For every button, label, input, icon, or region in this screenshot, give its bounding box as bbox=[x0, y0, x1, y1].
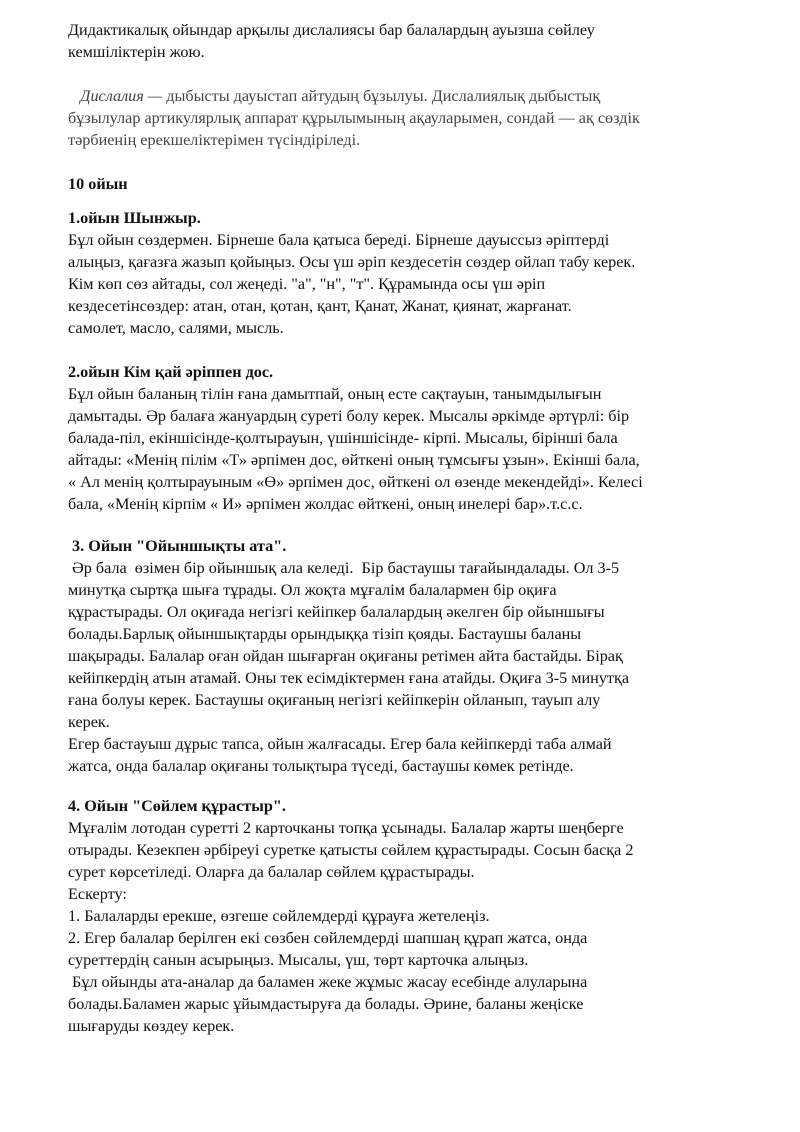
game-3-line: Егер бастауыш дұрыс тапса, ойын жалғасады. Егер бала кейіпкерді таба алмай bbox=[68, 735, 612, 753]
game-3-line: кейіпкердің атын атамай. Оны тек есімдіктермен ғана атайды. Оқиға 3-5 минутқа bbox=[68, 669, 630, 687]
game-2-line: « Ал менің қолтырауыным «Ө» әрпімен дос, өйткені ол өзенде мекендейді». Келесі bbox=[68, 473, 643, 491]
game-4-line: шығаруды көздеу керек. bbox=[68, 1017, 235, 1035]
game-2-heading: 2.ойын Кім қай әріппен дос. bbox=[68, 363, 274, 381]
game-2-line: Бұл ойын баланың тілін ғана дамытпай, оның есте сақтауын, танымдылығын bbox=[68, 385, 602, 403]
title-line-2: кемшіліктерін жою. bbox=[68, 43, 205, 61]
game-4-line: суреттердің санын асырыңыз. Мысалы, үш, төрт карточка алыңыз. bbox=[68, 951, 529, 969]
definition-line-3: тәрбиенің ерекшеліктерімен түсіндіріледі. bbox=[68, 131, 361, 149]
definition-line-1 bbox=[68, 85, 768, 107]
game-4-heading: 4. Ойын "Сөйлем құрастыр". bbox=[68, 797, 286, 815]
game-2-line: балада-піл, екіншісінде-қолтырауын, үшіншісінде- кірпі. Мысалы, бірінші бала bbox=[68, 429, 618, 447]
game-section-4 bbox=[68, 795, 768, 1037]
game-2-line: дамытады. Әр балаға жануардың суреті болу керек. Мысалы әркімде әртүрлі: бір bbox=[68, 407, 630, 425]
game-4-line: Мұғалім лотодан суретті 2 карточканы топқа ұсынады. Балалар жарты шеңберге bbox=[68, 819, 624, 837]
definition-line-2: бұзылулар артикулярлық аппарат құрылымының ақауларымен, сондай — ақ сөздік bbox=[68, 109, 640, 127]
game-3-line: керек. bbox=[68, 713, 110, 731]
game-1-line: Кім көп сөз айтады, сол жеңеді. "а", "н", "т". Құрамында осы үш әріп bbox=[68, 275, 546, 293]
game-3-line: минутқа сыртқа шыға тұрады. Ол жоқта мұғалім балалармен бір оқиға bbox=[68, 581, 557, 599]
game-4-note-label: Ескерту: bbox=[68, 885, 127, 903]
game-3-line: құрастырады. Ол оқиғада негізгі кейіпкер балалардың әкелген бір ойыншығы bbox=[68, 603, 605, 621]
game-4-line: сурет көрсетіледі. Оларға да балалар сөйлем құрастырады. bbox=[68, 863, 475, 881]
game-2-line: бала, «Менің кірпім « И» әрпімен жолдас өйткені, оның инелері бар».т.с.с. bbox=[68, 495, 583, 513]
game-4-line: Бұл ойынды ата-аналар да баламен жеке жұмыс жасау есебінде алуларына bbox=[68, 973, 588, 991]
game-3-line: жатса, онда балалар оқиғаны толықтыра түседі, бастаушы көмек ретінде. bbox=[68, 757, 574, 775]
games-count-heading: 10 ойын bbox=[68, 175, 128, 193]
game-4-note-item: 2. Егер балалар берілген екі сөзбен сөйлемдерді шапшаң құрап жатса, онда bbox=[68, 929, 588, 947]
game-section-3 bbox=[68, 535, 768, 777]
game-section-2 bbox=[68, 361, 768, 515]
definition-line-1-text: дыбысты дауыстап айтудың бұзылуы. Дислалиялық дыбыстық bbox=[166, 87, 601, 105]
game-3-line: ғана болуы керек. Бастаушы оқиғаның негізгі кейіпкерін ойланып, тауып алу bbox=[68, 691, 601, 709]
game-2-line: айтады: «Менің пілім «Т» әрпімен дос, өйткені оның тұмсығы ұзын». Екінші бала, bbox=[68, 451, 640, 469]
definition-paragraph bbox=[68, 85, 768, 151]
game-3-line: шақырады. Балалар оған ойдан шығарған оқиғаны ретімен айта бастайды. Бірақ bbox=[68, 647, 623, 665]
game-4-line: болады.Баламен жарыс ұйымдастыруға да болады. Әрине, баланы жеңіске bbox=[68, 995, 584, 1013]
title-line-1: Дидактикалық ойындар арқылы дислалиясы бар балалардың ауызша сөйлеу bbox=[68, 21, 595, 39]
game-3-line: Әр бала өзімен бір ойыншық ала келеді. Бір бастаушы тағайындалады. Ол 3-5 bbox=[68, 559, 620, 577]
game-section-1 bbox=[68, 207, 768, 339]
game-1-line: кездесетінсөздер: атан, отан, қотан, қант, Қанат, Жанат, қиянат, жарғанат. bbox=[68, 297, 572, 315]
game-3-line: болады.Барлық ойыншықтарды орындыққа тізіп қояды. Бастаушы баланы bbox=[68, 625, 582, 643]
game-4-note-item: 1. Балаларды ерекше, өзгеше сөйлемдерді құрауға жетелеңіз. bbox=[68, 907, 490, 925]
definition-term: Дислалия — bbox=[80, 87, 167, 105]
game-1-line: Бұл ойын сөздермен. Бірнеше бала қатыса береді. Бірнеше дауыссыз әріптерді bbox=[68, 231, 610, 249]
document-title bbox=[68, 19, 768, 63]
game-1-line: алыңыз, қағазға жазып қойыңыз. Осы үш әріп кездесетін сөздер ойлап табу керек. bbox=[68, 253, 636, 271]
game-3-heading: 3. Ойын "Ойыншықты ата". bbox=[68, 537, 287, 555]
game-1-line: самолет, масло, салями, мысль. bbox=[68, 319, 284, 337]
game-1-heading: 1.ойын Шынжыр. bbox=[68, 209, 201, 227]
game-4-line: отырады. Кезекпен әрбіреуі суретке қатысты сөйлем құрастырады. Сосын басқа 2 bbox=[68, 841, 634, 859]
